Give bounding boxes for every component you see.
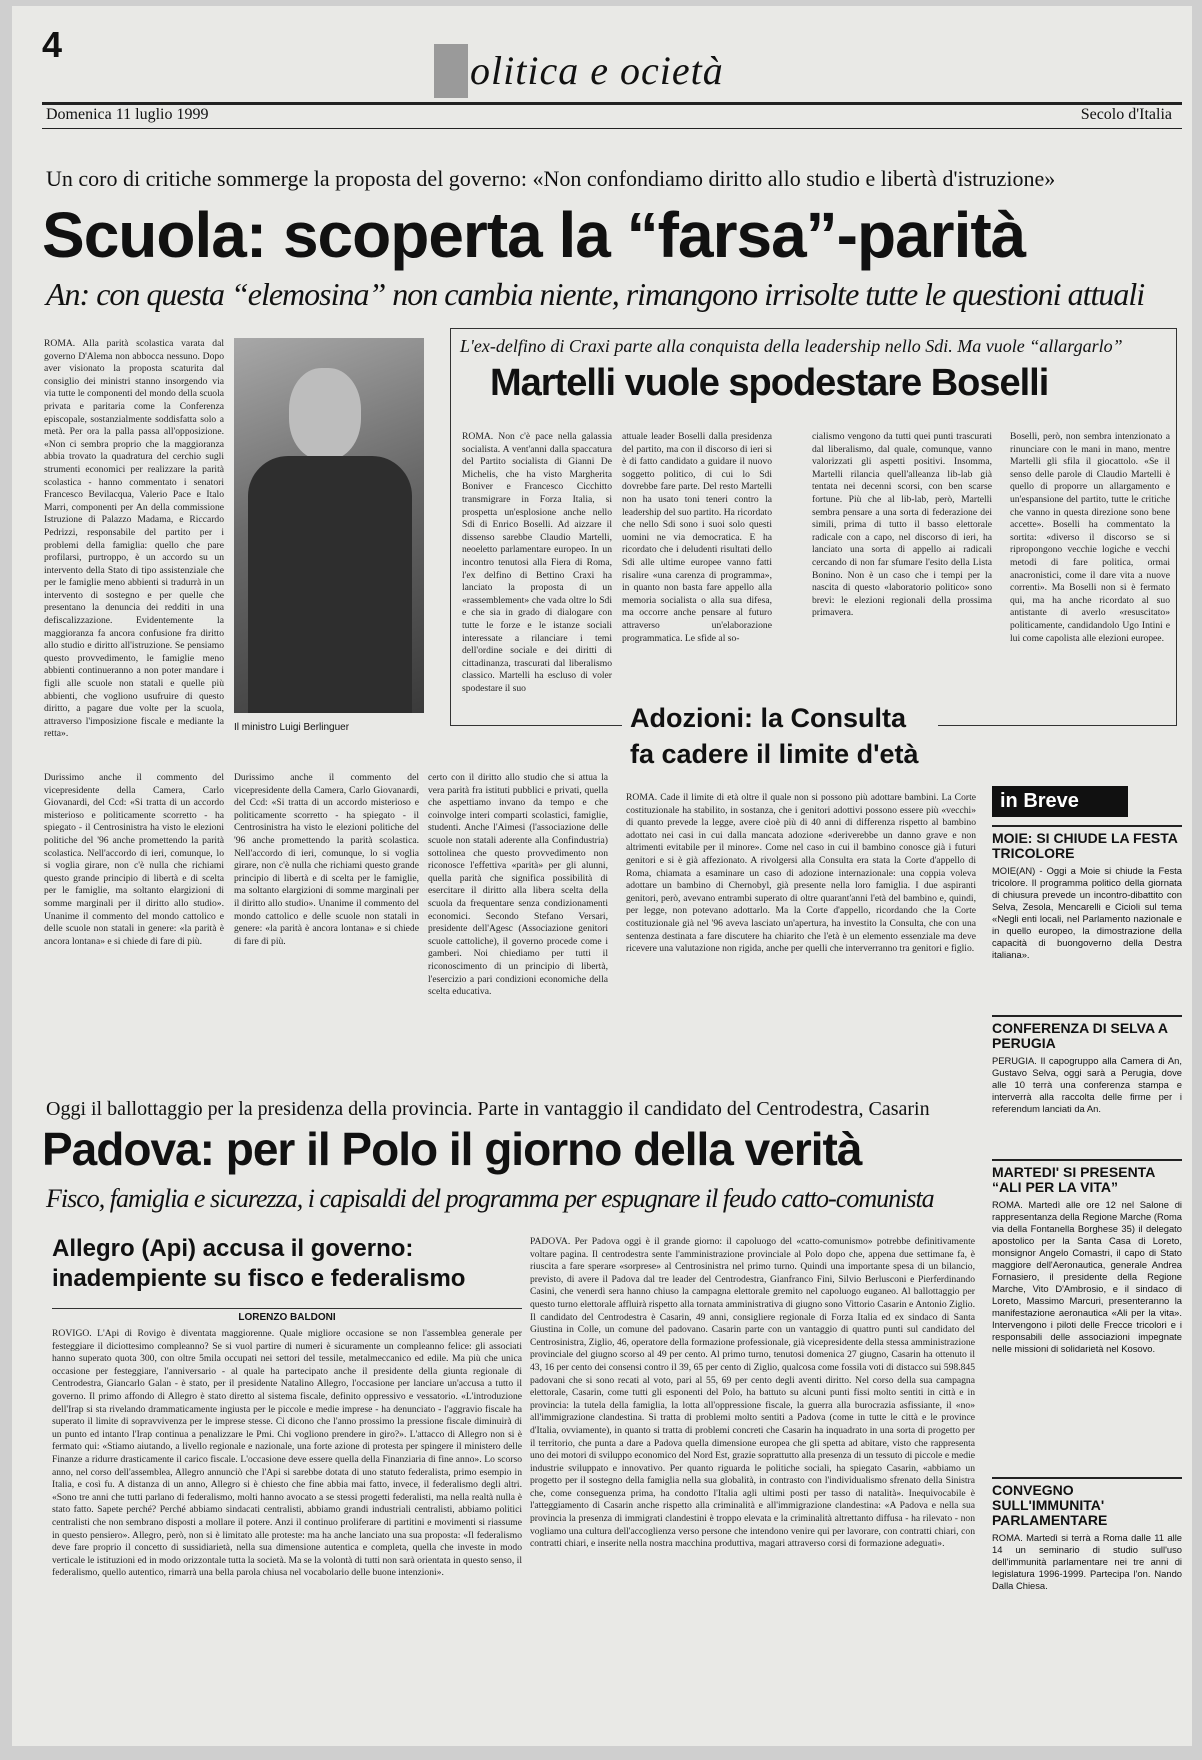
lead-column-2: Durissimo anche il commento del vicepresidente della Camera, Carlo Giovanardi, del Ccd: «Si tratta di un accordo misterioso e politicamente scorretto - ha spiegato - il Centrosinistra ha visto le elezioni politiche del '96 anche promettendo la parità scolastica. Nell'accordo di ieri, comunque, lo si voglia girare, non c'è nulla che richiami questo grande principio di libertà e di scelta per le famiglie, ma soltanto elargizioni di somme marginali per il diritto allo studio». Unanime il commento del mondo cattolico e delle scuole non statali in genere: «la parità è ancora lontana» e si chiede di fare di più. — [234, 772, 419, 947]
page-number: 4 — [42, 24, 63, 65]
martelli-column-3: cialismo vengono da tutti quei punti trascurati dal liberalismo, dal quale, comunque, vanno valorizzati gli aspetti positivi. Insomma, Martelli rilancia quell'alleanza lib-lab già tentata nei decenni scorsi, con ben scarse fortune. Più che al lib-lab, però, Martelli sembra pensare a una sorta di federazione dei simili, prima di tutto il basso elettorale radicale con a capo, nel discorso di ieri, ha lanciato una sorta di appello ai radicali cercando di non far sfumare l'esito della Lista Bonino. Non è un caso che i tempi per la nascita di questo «laboratorio politico» sono brevi: le elezioni regionali della prossima primavera. — [812, 431, 992, 619]
section-title-text: olitica e ocietà — [470, 48, 724, 93]
brief-headline: MARTEDI' SI PRESENTA “ALI PER LA VITA” — [992, 1159, 1182, 1195]
padova-subhead: Fisco, famiglia e sicurezza, i capisaldi del programma per espugnare il feudo catto-comunista — [46, 1184, 934, 1213]
photo-body — [248, 456, 412, 713]
lead-kicker: Un coro di critiche sommerge la proposta del governo: «Non confondiamo diritto allo studio e libertà d'istruzione» — [46, 166, 1056, 191]
padova-headline: Padova: per il Polo il giorno della verità — [42, 1123, 862, 1175]
martelli-column-1: ROMA. Non c'è pace nella galassia socialista. A vent'anni dalla spaccatura del Partito socialista di Gianni De Michelis, che ha visto Margherita Boniver e Francesco Cicchitto transmigrare in Forza Italia, si prospetta un'esplosione anche nello Sdi di Enrico Boselli. Ad aizzare il dissenso sarebbe Claudio Martelli, neoeletto parlamentare europeo. In un incontro tenutosi alla Fiera di Roma, l'ex delfino di Bettino Craxi ha lanciato la proposta di un «rassemblement» che vada oltre lo Sdi e che sia in grado di dialogare con tutte le forze e le istanze sociali interessate a rilanciare i temi dell'ordine sociale e dei diritti di cittadinanza, trascurati dal liberalismo classico. Martelli ha escluso di voler spodestare il suo — [462, 431, 612, 694]
brief-text: ROMA. Martedì alle ore 12 nel Salone di rappresentanza della Regione Marche (Roma via della Fontanella Borghese 35) il delegato apostolico per la Santa Casa di Loreto, monsignor Angelo Comastri, il capo di Stato maggiore dell'Aeronautica, generale Andrea Fornasiero, il presidente della Regione Marche, Vito D'Ambrosio, e il sindaco di Loreto, Massimo Marcuri, presenteranno la manifestazione aeronautica «Ali per la vita». Intervengono i piloti delle Frecce tricolori e i responsabili delle associazioni impegnate nelle missioni di solidarietà nel Kosovo. — [992, 1199, 1182, 1354]
lead-headline: Scuola: scoperta la “farsa”-parità — [42, 199, 1026, 271]
martelli-column-2: attuale leader Boselli dalla presidenza del partito, ma con il discorso di ieri si è di fatto candidato a guidare il nuovo soggetto politico, di cui lo Sdi dovrebbe fare parte. Del resto Martelli non ha usato toni teneri contro la leadership del suo partito. Ha ricordato che nello Sdi sono i suoi solo questi uomini ne via democratica. E ha ricordato che i deludenti risultati dello Sdi alle ultime europee vanno fatti risalire «una carenza di programma», in quanto non basta fare appello alla memoria socialista o alla sua difesa, ma occorre anche pensare al futuro attraverso un'elaborazione programmatica. Le sfide al so- — [622, 431, 772, 644]
allegro-text: ROVIGO. L'Api di Rovigo è diventata maggiorenne. Quale migliore occasione se non l'assemblea generale per festeggiare il diciottesimo compleanno? Se si vuol partire di numeri è sicuramente un compleanno felice: gli associati hanno superato quota 300, con oltre 5mila occupati nei settori del tessile, metalmeccanico ed edile. Ma più che unica occasione per festeggiare, l'anniversario - al quale ha partecipato anche il presidente della giunta regionale di Centrodestra, Giancarlo Galan - è stato, per il presidente Natalino Allegro, l'occasione per lanciare un'accusa a tutto il governo. Il primo affondo di Allegro è stato diretto al sistema fiscale, definito oppressivo e vessatorio. «L'introduzione dell'Irap si sta rivelando drammaticamente ingiusta per le piccole e medie imprese - ha denunciato - l'aggravio fiscale ha superato il limite di sopravvivenza per le imprese stesse. Ci dicono che l'anno prossimo la pressione fiscale diminuirà di un punto ed intanto l'Irap continua a penalizzare le Pmi. Chi vogliono prendere in giro?». L'attacco di Allegro non si è fermato qui: «Stiamo aiutando, a livello regionale e nazionale, una forte azione di protesta per spingere il ministero delle Finanze a ridurre drasticamente il carico fiscale. L'occasione deve essere quella della Finanziaria di fine anno». Lo scorso anno, nel corso dell'assemblea, Allegro annunciò che l'Api si sarebbe dotata di uno statuto federalista, primo esempio in Italia, e così fu. A distanza di un anno, Allegro si è chiesto che fine abbia mai fatto, invece, il federalismo degli altri. «Sono tre anni che tutti parlano di federalismo, molti hanno avocato a se stessi progetti federalisti, ma nella realtà nulla è stato fatto. Sapete perché? Perché abbiamo sindacati centralisti, abbiamo grandi industriali centralisti, abbiamo politici centralisti che non sembrano disposti a mollare il potere. Anzi il continuo proliferare di partitini e movimenti si riassume in questo pensiero». Allegro, però, non si è limitato alle proteste: ma ha anche lanciato una sua proposta: «Il federalismo deve fare proprio il concetto di sussidiarietà, nella sua dimensione autentica e completa, quella che investe in modo verticale le istituzioni ed in modo orizzontale tutta la società. Ma se la volontà di tutti non sarà orientata in questo senso, il federalismo, quello autentico, rimarrà una bella parola chiusa nel vocabolario delle buone intenzioni». — [52, 1328, 522, 1579]
adozioni-headline: Adozioni: la Consulta fa cadere il limite d'età — [622, 696, 938, 776]
photo-face — [289, 368, 361, 460]
brief-item — [992, 1159, 1182, 1469]
lead-subhead: An: con questa “elemosina” non cambia niente, rimangono irrisolte tutte le questioni attuali — [46, 276, 1145, 312]
padova-kicker: Oggi il ballottaggio per la presidenza della provincia. Parte in vantaggio il candidato del Centrodestra, Casarin — [46, 1098, 930, 1120]
brief-item — [992, 1015, 1182, 1151]
header-rule — [42, 102, 1182, 105]
brief-text: PERUGIA. Il capogruppo alla Camera di An, Gustavo Selva, oggi sarà a Perugia, dove alle 10 terrà una conferenza stampa e interverrà alla raccolta delle firme per i referendum lanciati da An. — [992, 1055, 1182, 1114]
section-title — [432, 44, 724, 98]
brief-headline: MOIE: SI CHIUDE LA FESTA TRICOLORE — [992, 825, 1182, 861]
lead-column-1: ROMA. Alla parità scolastica varata dal governo D'Alema non abbocca nessuno. Dopo aver visionato la proposta scaturita dal consiglio dei ministri stanno insorgendo via via tutte le componenti del mondo della scuola privata e paritaria come la Conferenza episcopale, sostanzialmente soddisfatta solo a metà. Per ora la palla passa all'opposizione. «Non ci sembra proprio che la maggioranza abbia trovato la quadratura del cerchio sugli strumenti economici per realizzare la parità scolastica - hanno commentato i senatori Francesco Bevilacqua, Valerio Pace e Italo Marri, componenti per An della commissione Istruzione di Palazzo Madama, e Riccardo Pedrizzi, responsabile del partito per i problemi della famiglia: quello che pare profilarsi, purtroppo, è un accordo su un intervento della Stato di tipo assistenziale che per le famiglie meno abbienti si tradurrà in un intervento di sostegno e per quelle che presentano la denuncia dei redditi in una defiscalizzazione. Evidentemente la maggioranza fa ancora confusione fra diritto allo studio e diritto all'istruzione. Se pensiamo questo provvedimento, le famiglie meno abbienti continueranno a non poter mandare i figli alle scuole non statali e quelle più abbienti, che vogliono usufruire di questo diritto, a pagare due volte per la scuola, attraverso l'imposizione fiscale e mediante la retta». — [44, 338, 224, 740]
newspaper-page — [12, 6, 1192, 1746]
padova-text: PADOVA. Per Padova oggi è il grande giorno: il capoluogo del «catto-comunismo» potrebbe definitivamente voltare pagina. Il centrodestra sente l'amministrazione provinciale al Polo dopo che, appena due settimane fa, è riuscita a fare sperare «sorprese» al Centrosinistra nel primo turno. Quindi una importante spesa di un bilancio, previsto, di avere il Padova dal tre leader del Centrodestra, Gianfranco Fini, Silvio Berlusconi e Pierferdinando Casini, che venerdì sera hanno chiuso la campagna elettorale gremito nel capoluogo euganeo. Al ballottaggio per questo turno elettorale affluirà rispetto alla tornata amministrativa di giugno sono Vittorio Casarin e Antonio Ziglio. Il candidato del Centrodestra è Casarin, 49 anni, consigliere regionale di Forza Italia ed ex sindaco di Santa Giustina in Colle, un comune del padovano. Casarin parte con un vantaggio di quattro punti sul candidato del Centrosinistra, Ziglio, 46, operatore della formazione professionale, già vicepresidente della stessa amministrazione provinciale del giugno scorso al 49 per cento. Al primo turno, tenutosi domenica 27 giugno, Casarin ha ottenuto il 43, 16 per cento dei consensi contro il 39, 65 per cento di Ziglio, qualcosa come fossila voti di distacco sui 598.845 padovani che si sono recati al voto, pari al 55, 69 per cento degli aventi diritto. Nel corso della sua campagna elettorale, Casarin, come tutti gli esponenti del Polo, ha battuto su alcuni punti fissi molto sentiti in città e in provincia: la tutela della famiglia, la lotta all'oppressione fiscale, la guerra alla burocrazia asfissiante, il «no» all'immigrazione clandestina. Si tratta di problemi molto sentiti a Padova (come in tutte le città e le province d'Italia, ovviamente), in quanto si tratta di problemi concreti che Casarin ha inquadrato in una sorta di progetto per il territorio, che punta a dare a Padova quella dimensione europea che gli spetta ad abitare, visto che rappresenta uno dei motori di sviluppo economico del Nord Est, grazie soprattutto alla presenza di un tessuto di piccole e medie industrie sviluppato e innovativo. Per quanto riguarda le politiche sociali, ha spiegato Casarin, «abbiamo un progetto per il sostegno della famiglia nella sua globalità, in contrasto con l'individualismo sfrenato della Sinistra che, come conseguenza prima, ha condotto l'Italia agli ultimi posti per tasso di natalità». Inequivocabile è l'atteggiamento di Casarin anche rispetto alla criminalità e all'immigrazione clandestina: «A Padova e nella sua provincia la presenza di immigrati clandestini è troppo elevata e la criminalità altrettanto diffusa - ha rilevato - non vogliamo una cultura dell'accoglienza verso persone che intendono venire qui per lavorare, con contratti chiari, con contratti chiari, e inserite nella nostra macchina produttiva, magari attraverso corsi di formazione adeguati». — [530, 1236, 975, 1550]
martelli-kicker: L'ex-delfino di Craxi parte alla conquista della leadership nello Sdi. Ma vuole “allargarlo” — [460, 336, 1123, 356]
photo-caption: Il ministro Luigi Berlinguer — [234, 722, 350, 733]
brief-text: MOIE(AN) - Oggi a Moie si chiude la Festa tricolore. Il programma politico della giornata di chiusura prevede un incontro-dibattito con Selva, Zesola, Mencarelli e Cicioli sul tema «Negli enti locali, nel Parlamento nazionale e in quello europeo, la dimostrazione della capacità di buongoverno della Destra italiana». — [992, 865, 1182, 960]
adozioni-text: ROMA. Cade il limite di età oltre il quale non si possono più adottare bambini. La Corte costituzionale ha stabilito, in sostanza, che i genitori adottivi possono essere più «vecchi» di quanto prevede la legge, avere cioè più di 40 anni di differenza rispetto al bambino adottato nei casi in cui dalla mancata adozione «deriverebbe un danno grave e non altrimenti evitabile per il minore». Come nel caso in cui il bambino conosce già i futuri genitori e si è già affezionato. A rivolgersi alla Consulta era stata la Corte d'appello di Roma, chiamata a esaminare un caso di adozione internazionale: una coppia voleva adottare un bambino di Chernobyl, già presente nella loro famiglia. I due aspiranti genitori, però, avevano entrambi superato di oltre quarant'anni l'età del bambino e, quindi, per legge, non potevano adottarlo. Ma la Corte d'appello, ricordando che la Corte costituzionale già nel '96 aveva lasciato un'apertura, ha investito la Consulta, che con una sentenza destinata a fare discutere ha chiarito che l'età è un elemento essenziale ma deve ricevere una valutazione non rigida, anche per quelli che interverranno tra genitori e figlio. — [626, 792, 976, 955]
header-rule-thin — [42, 128, 1182, 129]
lead-column-1b: Durissimo anche il commento del vicepresidente della Camera, Carlo Giovanardi, del Ccd: «Si tratta di un accordo misterioso e politicamente scorretto - ha spiegato - il Centrosinistra ha visto le elezioni politiche del '96 anche promettendo la parità scolastica. Nell'accordo di ieri, comunque, lo si voglia girare, non c'è nulla che richiami questo grande principio di libertà e di scelta per le famiglie, ma soltanto elargizioni di somme marginali per il diritto allo studio». Unanime il commento del mondo cattolico e delle scuole non statali in genere: «la parità è ancora lontana» e si chiede di fare di più. — [44, 772, 224, 947]
inbreve-sidebar — [992, 786, 1182, 1630]
martelli-headline: Martelli vuole spodestare Boselli — [490, 362, 1049, 404]
brief-text: ROMA. Martedì si terrà a Roma dalle 11 alle 14 un seminario di studio sull'uso dell'immunità parlamentare nei tre anni di legislatura 1996-1999. Partecipa l'on. Nando Dalla Chiesa. — [992, 1532, 1182, 1591]
brief-item — [992, 825, 1182, 1007]
lead-column-3: certo con il diritto allo studio che si attua la vera parità fra istituti pubblici e privati, quella che aspettiamo invano da tempo e che coinvolge interi comparti scolastici, famiglie, studenti. Anche l'Aimesi (l'associazione delle scuole non statali aderente alla Confindustria) sottolinea che questo provvedimento non riconosce l'effettiva «parità» per gli alunni, quella parità che significa possibilità di esercitare il diritto alla libera scelta della scuola da frequentare senza condizionamenti economici. Secondo Stefano Versari, presidente dell'Agesc (Associazione genitori scuole cattoliche), il governo procede come i gamberi. Noi chiediamo per tutti il riconoscimento di un principio di libertà, l'esercizio a pari condizioni economiche della scelta educativa. — [428, 772, 608, 998]
inbreve-title: in Breve — [992, 786, 1128, 817]
allegro-headline: Allegro (Api) accusa il governo: inadempiente su fisco e federalismo — [52, 1235, 466, 1292]
issue-date: Domenica 11 luglio 1999 — [46, 106, 209, 123]
brief-item — [992, 1477, 1182, 1630]
brief-headline: CONVEGNO SULL'IMMUNITA' PARLAMENTARE — [992, 1477, 1182, 1528]
section-initial-p — [434, 44, 468, 98]
allegro-byline: LORENZO BALDONI — [52, 1308, 522, 1323]
brief-headline: CONFERENZA DI SELVA A PERUGIA — [992, 1015, 1182, 1051]
minister-photo — [234, 338, 424, 713]
martelli-column-4: Boselli, però, non sembra intenzionato a rinunciare con le mani in mano, mentre Martelli gli sfila il giocattolo. «Se il senso delle parole di Claudio Martelli è quello di proporre un allargamento e un'espansione del partito, tutte le critiche che vanno in questa direzione sono bene accette». Boselli ha commentato la sortita: «diverso il discorso se si ripropongono vecchie logiche e vecchi metodi di fare politica, ormai anacronistici, come il dare vita a nuove correnti». Ma Boselli non si è fermato qui, ma ha anche ricordato al suo antistante di averlo «resuscitato» politicamente, candidandolo Ugo Intini e lui come capolista alle elezioni europee. — [1010, 431, 1170, 644]
masthead: Secolo d'Italia — [1080, 106, 1172, 123]
